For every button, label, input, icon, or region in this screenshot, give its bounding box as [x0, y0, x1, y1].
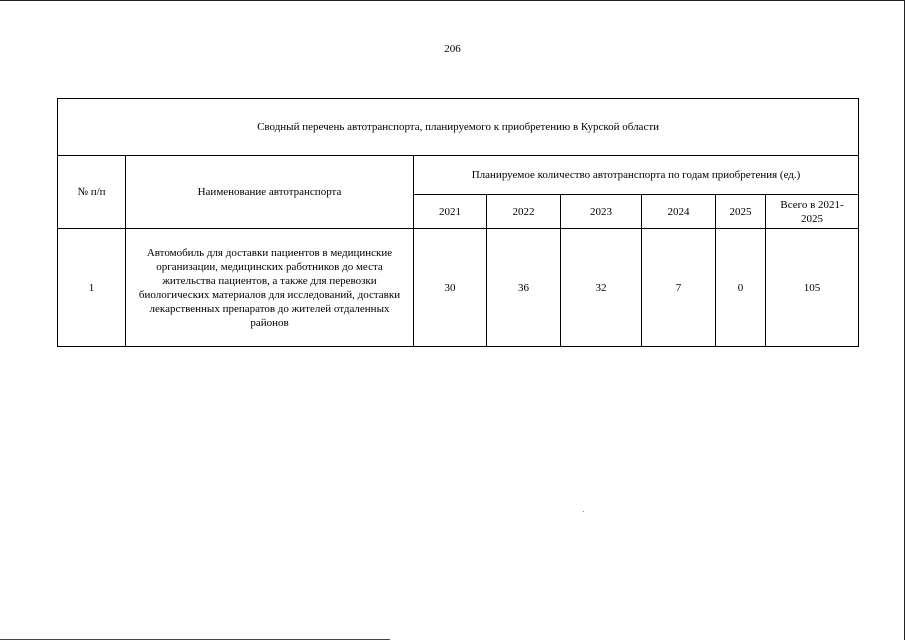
header-num: № п/п: [58, 156, 126, 229]
row-value-2023: 32: [561, 229, 642, 347]
header-planned-quantity: Планируемое количество автотранспорта по годам приобретения (ед.): [414, 156, 859, 195]
table-row: [58, 229, 859, 347]
vehicle-summary-table: [57, 98, 859, 347]
header-year-2022: 2022: [487, 195, 561, 229]
row-total: 105: [766, 229, 859, 347]
row-value-2024: 7: [642, 229, 716, 347]
row-num: 1: [58, 229, 126, 347]
table-title: Сводный перечень автотранспорта, планируемого к приобретению в Курской области: [58, 99, 859, 156]
row-value-2025: 0: [716, 229, 766, 347]
scan-border-top: [0, 0, 905, 1]
row-value-2021: 30: [414, 229, 487, 347]
header-year-2021: 2021: [414, 195, 487, 229]
title-row: [58, 99, 859, 156]
page-number: 206: [444, 43, 461, 55]
scan-speck: [583, 511, 584, 512]
header-row: [58, 156, 859, 195]
header-year-2023: 2023: [561, 195, 642, 229]
row-vehicle-name: Автомобиль для доставки пациентов в медицинские организации, медицинских работников до места жительства пациентов, а также для перевозки биологических материалов для исследований, доставки лекарственных препаратов до жителей отдаленных районов: [126, 229, 414, 347]
header-year-2024: 2024: [642, 195, 716, 229]
header-name: Наименование автотранспорта: [126, 156, 414, 229]
header-year-2025: 2025: [716, 195, 766, 229]
header-total: Всего в 2021-2025: [766, 195, 859, 229]
row-value-2022: 36: [487, 229, 561, 347]
